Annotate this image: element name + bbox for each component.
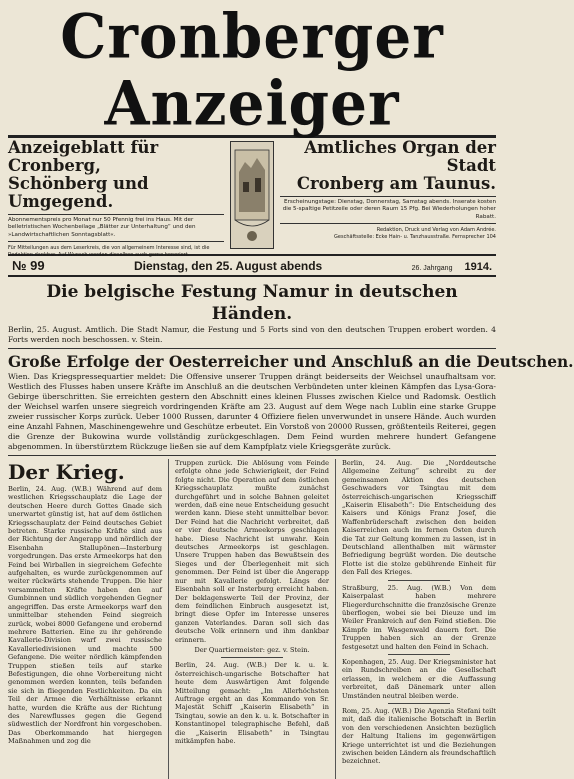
krieg-col3c-text: Kopenhagen, 25. Aug. Der Kriegsminister hat ein Rundschreiben an die Gesellschaft erlassen, in welchem er die Auffassung verbreitet, daß Dänemark unter allen Umständen neutral bleiben werde. [342,657,496,700]
subtitle-right-1: Amtliches Organ der Stadt [304,138,496,175]
headline-oesterreicher: Große Erfolge der Oesterreicher und Anschluß an die Deutschen. [8,353,574,371]
column-2 [175,459,329,779]
subscription-info: Abonnementspreis pro Monat nur 50 Pfennig frei ins Haus. Mit der belletristischen Wochenbeilage „Blätter zur Unterhaltung“ und den »Landwirtschaftlichen Sonntagsblatt«. [8,214,224,242]
issue-date: Dienstag, den 25. August abends [133,259,323,273]
subtitle-left-2: Schönberg und Umgegend. [8,174,149,211]
publication-info: Erscheinungstage: Dienstag, Donnerstag, Samstag abends. Inserate kosten die 5-spaltige Petitzeile oder deren Raum 15 Pfg. Bei Wiederholungen hoher Rabatt. [280,196,496,224]
signature-line: Der Quartiermeister: gez. v. Stein. [194,645,310,654]
reader-note: Für Mitteilungen aus dem Leserkreis, die von allgemeinem Interesse sind, ist die Redaktion dankbar. Auf Wunsch werden dieselben auch gerne honoriert. [8,244,210,258]
krieg-col2-text: Truppen zurück. Die Ablösung vom Feinde erfolgte ohne jede Schwierigkeit, der Feind folgte nicht. Die Operation auf dem östlichen Kriegsschauplatz mußte zunächst durchgeführt und in solche Bahnen geleitet werden, daß eine neue Entscheidung gesucht werden kann. Diese steht unmittelbar bevor. Der Feind hat die Nachricht verbreitet, daß er vier deutsche Armeekorps geschlagen habe. Diese Nachricht ist unwahr. Kein deutsches Armeekorps ist geschlagen. Unsere Truppen haben das Bewußtsein des Sieges und der Überlegenheit mit sich genommen. Der Feind ist über die Angerapp nur mit Kavallerie gefolgt. Längs der Eisenbahn soll er Insterburg erreicht haben. Der beklagenswerte Teil der Provinz, der dem feindlichen Einbruch ausgesetzt ist, bringt diese Opfer im Interesse unseres ganzen Vaterlandes. Daran soll sich das deutsche Volk erinnern und ihm dankbar erinnern. [175,459,329,644]
column-divider [168,459,169,779]
office-note: Geschäftsstelle: Ecke Hain- u. Tanzhausstraße. Fernsprecher 104 [334,233,496,240]
short-separator [388,580,450,581]
subtitle-left-1: Anzeigeblatt für Cronberg, [8,138,159,175]
article-separator [8,455,496,456]
subhead-left [8,138,224,258]
short-separator [221,657,283,658]
article-separator [8,348,496,349]
three-columns [8,459,496,779]
article-namur-body: Berlin, 25. August. Amtlich. Die Stadt Namur, die Festung und 5 Forts sind von den deutschen Truppen erobert worden. 4 Forts werden noch beschossen. v. Stein. [8,325,496,344]
krieg-col1-text: Berlin, 24. Aug. (W.B.) Während auf dem westlichen Kriegsschauplatz die Lage der deutschen Heere durch Gottes Gnade sich unerwartet günstig ist, hat auf dem östlichen Kriegsschauplatz der Feind deutsches Gebiet betreten. Starke russische Kräfte sind aus der Richtung der Angerapp und nördlich der Eisenbahn Stallupönen—Insterburg vorgedrungen. Das erste Armeekorps hat den Feind bei Wirballen in siegreichem Gefechte aufgehalten, es wurde zurückgenommen auf weiter rückwärts stehende Truppen. Die hier versammelten Kräfte haben den auf Gumbinnen und südlich vorgehenden Gegner angegriffen. Das erste Armeekorps warf den unmittelbar stehenden Feind siegreich zurück, wobei 8000 Gefangene und erobernd mehrere Batterien. Eine zu ihr gehörende Kavallerie-Division warf zwei russische Kavalleriedivisionen und machte 500 Gefangene. Die weiter nördlich kämpfenden Truppen stießen teils auf starke Befestigungen, die ohne Vorbereitung nicht genommen werden konnten, teils befanden sie sich in fliegenden Festlichkeiten. Da ein Teil der Armee die Verhältnisse erkannt hatte, wurden die Kräfte aus der Richtung des Narewflusses gegen die Gegend südwestlich der Nordfront hin vorgeschoben. Das Oberkommando hat hiergegen Maßnahmen und zog die [8,485,162,746]
masthead-title: Cronberger Anzeiger [60,0,444,140]
short-separator [388,703,450,704]
krieg-col3-text: Berlin, 24. Aug. Die „Norddeutsche Allgemeine Zeitung“ schreibt zu der gemeinsamen Aktion des deutschen Geschwaders vor Tsingtau mit dem österreichisch-ungarischen Kriegsschiff „Kaiserin Elisabeth“: Die Entscheidung des Kaisers und Königs Franz Josef, die Waffenbrüderschaft zwischen den beiden Kaiserreichen auch im fernen Osten durch die Tat zur Geltung kommen zu lassen, ist in Deutschland allenthalben mit wärmster Befriedigung begrüßt worden. Die deutsche Flotte ist die stolze gebührende Einheit für den Fall des Krieges. [342,459,496,577]
subhead-right [280,139,496,251]
headline-namur: Die belgische Festung Namur in deutschen Händen. [46,282,458,324]
volume-label: 26. Jahrgang [411,265,453,272]
krieg-col2b-text: Berlin, 24. Aug. (W.B.) Der k. u. k. österreichisch-ungarische Botschafter hat heute dem Auswärtigen Amt folgende Mitteilung gemacht: „Im Allerhöchsten Auftrage ergeht an das Kommando von Sr. Majestät Schiff „Kaiserin Elisabeth“ in Tsingtau, sowie an den k. u. k. Botschafter in Konstantinopel telegraphische Befehl, daß die „Kaiserin Elisabeth“ in Tsingtau mitkämpfen habe. [175,661,329,745]
krieg-col3b-text: Straßburg, 25. Aug. (W.B.) Von dem Kaiserpalast haben mehrere Fliegerdurchschnitte die französische Grenze überflogen, wobei sie bei Dieuze und im Weiler Frankreich auf den Feind stießen. Die Kämpfe im Wasgenwald dauern fort. Die Truppen haben sich an der Grenze festgesetzt und halten den Feind in Schach. [342,583,496,651]
column-1 [8,459,162,779]
year-label: 1914. [464,261,492,273]
town-emblem-icon [230,141,274,249]
subtitle-right-2: Cronberg am Taunus. [296,174,496,193]
krieg-title: Der Krieg. [8,460,125,484]
article-oesterreicher-body: Wien. Das Kriegspressequartier meldet: Die Offensive unserer Truppen drängt beiderseits der Weichsel unaufhaltsam vor. Westlich des Flusses haben unsere Kräfte im Anschluß an die deutschen Verbündeten unter kleinen Kämpfen das Lysa-Gora-Gebirge überschritten. Sie erreichten gestern den Abschnitt eines kleinen Flusses zwischen Kielce und Radomsk. Oestlich der Weichsel warfen unsere siegreich vordringenden Kräfte am 23. August auf dem Wege nach Lublin eine starke Gruppe zweier russischer Korps zurück. Ueber 1000 Russen, darunter 4 Offiziere fielen unverwundet in unsere Hände. Auch wurden eine Anzahl Fahnen, Maschinengewehre und Geschütze erbeutet. Ein Vorstoß von 20000 Russen, größtenteils Reiterei, gegen die Grenze der Bukowina wurde vollständig zurückgeschlagen. Dem Feind wurden mehrere hundert Gefangene abgenommen. In überstürztem Rückzuge ließen sie auf dem Kampfplatz viele Kriegsgeräte zurück. [8,372,496,451]
column-divider [335,459,336,779]
publisher-note: Redaktion, Druck und Verlag von Adam Andrée. [376,226,496,233]
short-separator [388,654,450,655]
column-3 [342,459,496,779]
issue-number: № 99 [12,258,45,273]
krieg-col3d-text: Rom, 25. Aug. (W.B.) Die Agenzia Stefani teilt mit, daß die italienische Botschaft in Berlin von den verschiedenen Ansichten bezüglich der Haltung Italiens im gegenwärtigen Kriege unterrichtet ist und die Beziehungen zwischen beiden Ländern als freundschaftlich bezeichnet. [342,706,496,766]
subhead [8,138,496,258]
